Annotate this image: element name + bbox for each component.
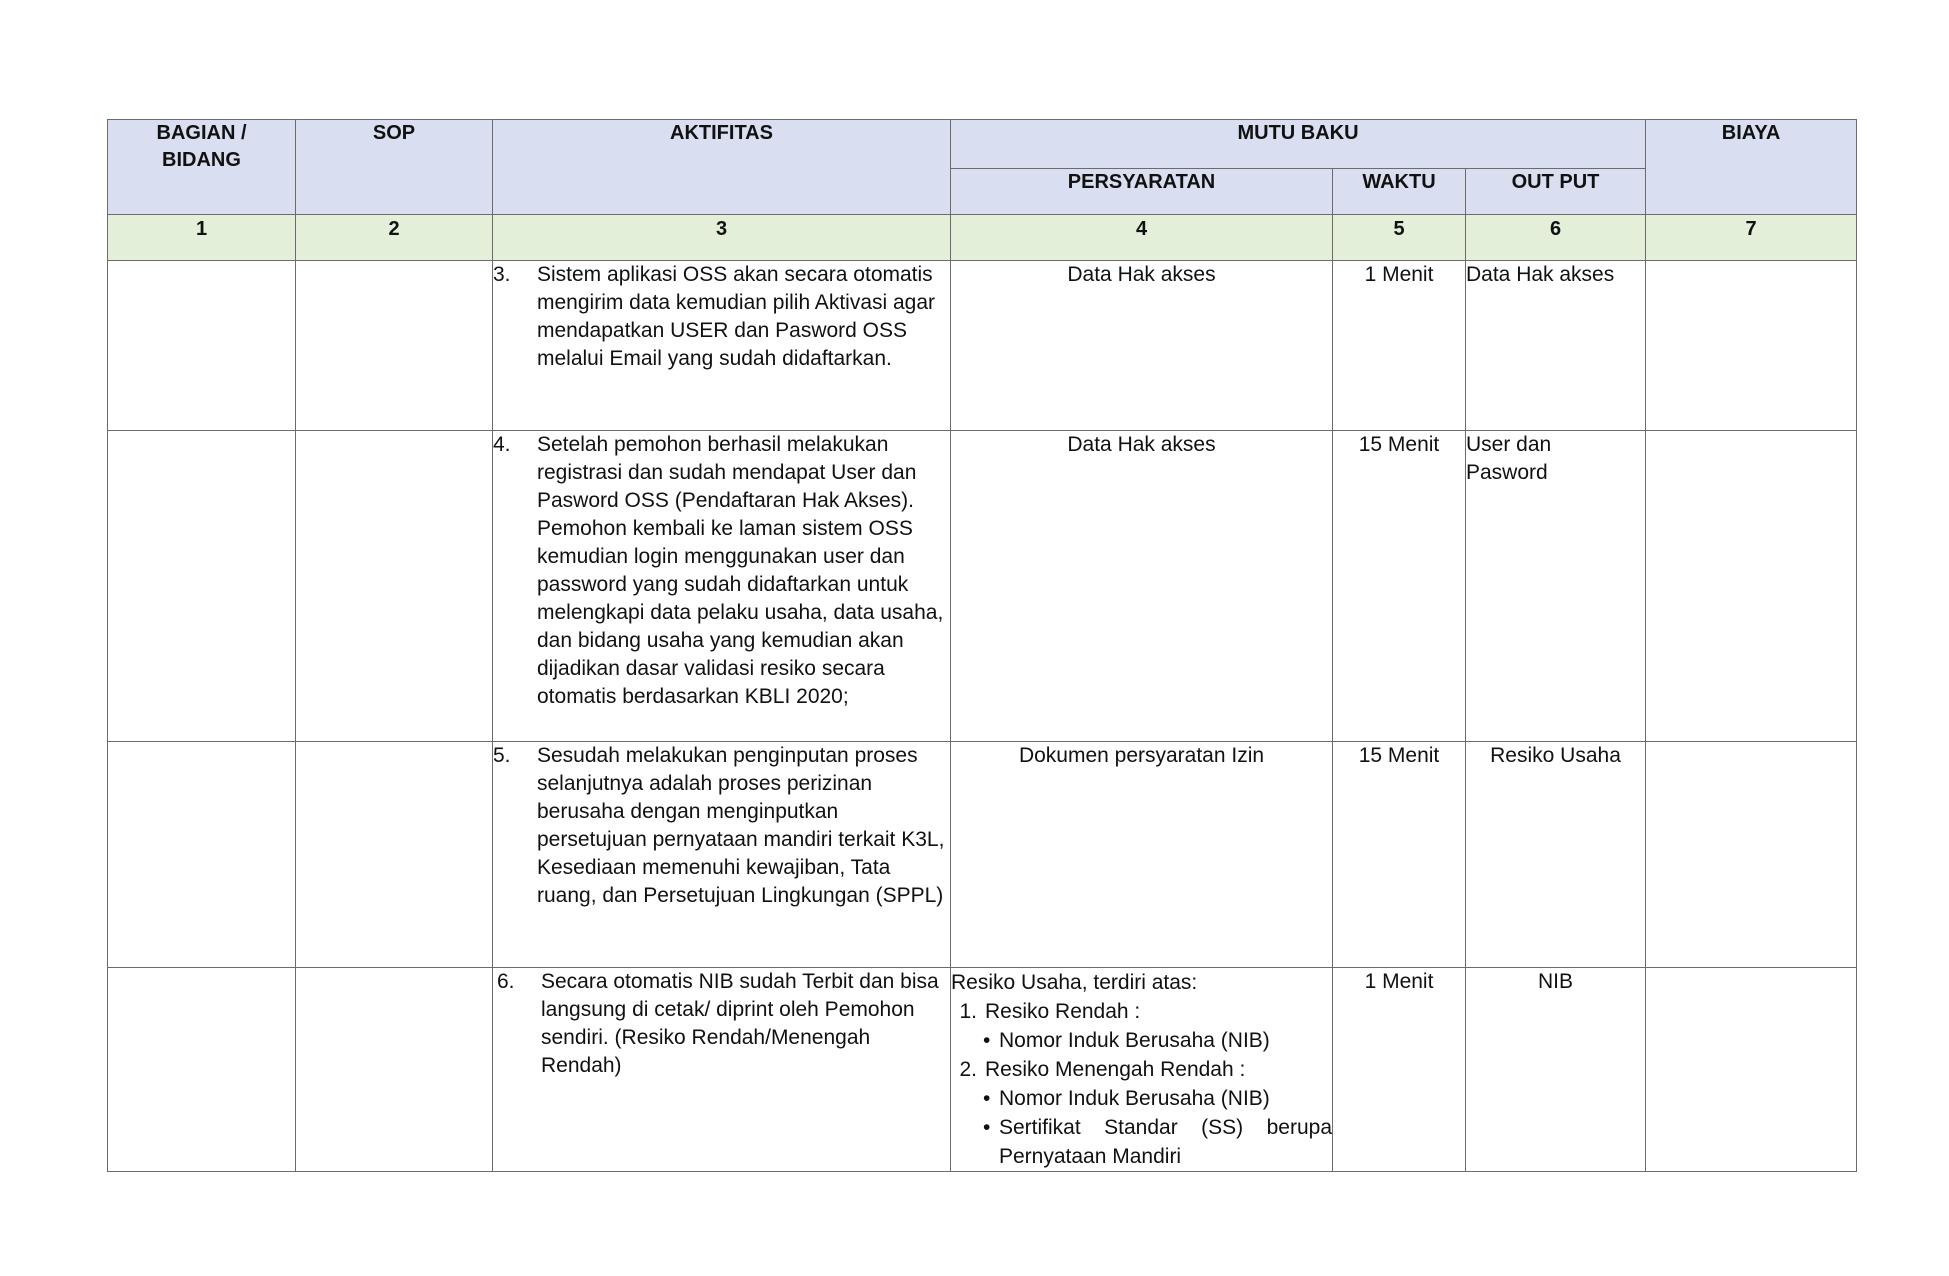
resiko-list	[951, 997, 1332, 1171]
column-number: 5	[1333, 215, 1466, 261]
column-number: 4	[951, 215, 1333, 261]
output-cell: NIB	[1466, 968, 1646, 1172]
list-number: 2.	[959, 1058, 977, 1081]
step-number: 5.	[493, 744, 511, 767]
table-row	[108, 742, 1857, 968]
bullet-item	[951, 1026, 1332, 1055]
step-text: Sistem aplikasi OSS akan secara otomatis mengirim data kemudian pilih Aktivasi agar mendapatkan USER dan Pasword OSS melalui Email yang sudah didaftarkan.	[537, 263, 936, 370]
step-number: 3.	[493, 263, 511, 286]
header-output: OUT PUT	[1466, 169, 1646, 215]
column-number: 3	[493, 215, 951, 261]
bullet-item	[951, 1084, 1332, 1113]
waktu-cell: 15 Menit	[1333, 431, 1466, 742]
sop-cell	[296, 431, 493, 742]
table-row	[108, 261, 1857, 431]
persyaratan-cell: Dokumen persyaratan Izin	[951, 742, 1333, 968]
list-number: 1.	[959, 1000, 977, 1023]
bullet-text: Sertifikat Standar (SS) berupa Pernyataan Mandiri	[999, 1116, 1332, 1168]
column-number: 6	[1466, 215, 1646, 261]
aktifitas-cell	[493, 968, 951, 1172]
bullet-icon: •	[983, 1029, 991, 1052]
column-number-row	[108, 215, 1857, 261]
header-waktu: WAKTU	[1333, 169, 1466, 215]
bullet-text: Nomor Induk Berusaha (NIB)	[999, 1087, 1270, 1110]
list-label: Resiko Rendah :	[985, 1000, 1141, 1023]
header-aktifitas: AKTIFITAS	[493, 120, 951, 215]
list-item	[951, 997, 1332, 1026]
header-mutu-baku: MUTU BAKU	[951, 120, 1646, 169]
waktu-cell: 1 Menit	[1333, 968, 1466, 1172]
persyaratan-intro: Resiko Usaha, terdiri atas:	[951, 971, 1198, 994]
header-persyaratan: PERSYARATAN	[951, 169, 1333, 215]
biaya-cell	[1646, 431, 1857, 742]
persyaratan-cell: Data Hak akses	[951, 431, 1333, 742]
output-cell: Resiko Usaha	[1466, 742, 1646, 968]
sop-cell	[296, 742, 493, 968]
table-row	[108, 431, 1857, 742]
aktifitas-cell	[493, 431, 951, 742]
column-number: 7	[1646, 215, 1857, 261]
list-label: Resiko Menengah Rendah :	[985, 1058, 1246, 1081]
biaya-cell	[1646, 968, 1857, 1172]
persyaratan-cell	[951, 968, 1333, 1172]
step-text: Secara otomatis NIB sudah Terbit dan bisa langsung di cetak/ diprint oleh Pemohon sendiri. (Resiko Rendah/Menengah Rendah)	[541, 970, 939, 1077]
persyaratan-cell: Data Hak akses	[951, 261, 1333, 431]
bagian-cell	[108, 431, 296, 742]
bullet-icon: •	[983, 1087, 991, 1110]
output-cell: User dan Pasword	[1466, 431, 1646, 742]
column-number: 1	[108, 215, 296, 261]
step-text: Sesudah melakukan penginputan proses selanjutnya adalah proses perizinan berusaha dengan menginputkan persetujuan pernyataan mandiri terkait K3L, Kesediaan memenuhi kewajiban, Tata ruang, dan Persetujuan Lingkungan (SPPL)	[537, 744, 945, 907]
column-number: 2	[296, 215, 493, 261]
bullet-icon: •	[983, 1116, 991, 1139]
header-sop: SOP	[296, 120, 493, 215]
table-row	[108, 968, 1857, 1172]
output-cell: Data Hak akses	[1466, 261, 1646, 431]
step-number: 4.	[493, 433, 511, 456]
sop-cell	[296, 968, 493, 1172]
waktu-cell: 15 Menit	[1333, 742, 1466, 968]
bullet-item	[951, 1113, 1332, 1171]
biaya-cell	[1646, 742, 1857, 968]
aktifitas-cell	[493, 742, 951, 968]
bagian-cell	[108, 742, 296, 968]
step-text: Setelah pemohon berhasil melakukan registrasi dan sudah mendapat User dan Pasword OSS (Pendaftaran Hak Akses). Pemohon kembali ke laman sistem OSS kemudian login menggunakan user dan password yang sudah didaftarkan untuk melengkapi data pelaku usaha, data usaha, dan bidang usaha yang kemudian akan dijadikan dasar validasi resiko secara otomatis berdasarkan KBLI 2020;	[537, 433, 944, 708]
sop-cell	[296, 261, 493, 431]
bagian-cell	[108, 261, 296, 431]
biaya-cell	[1646, 261, 1857, 431]
waktu-cell: 1 Menit	[1333, 261, 1466, 431]
step-number: 6.	[497, 970, 515, 993]
bullet-text: Nomor Induk Berusaha (NIB)	[999, 1029, 1270, 1052]
header-bagian-bidang: BAGIAN / BIDANG	[108, 120, 296, 215]
header-biaya: BIAYA	[1646, 120, 1857, 215]
aktifitas-cell	[493, 261, 951, 431]
list-item	[951, 1055, 1332, 1084]
bagian-cell	[108, 968, 296, 1172]
sop-table	[107, 119, 1857, 1172]
